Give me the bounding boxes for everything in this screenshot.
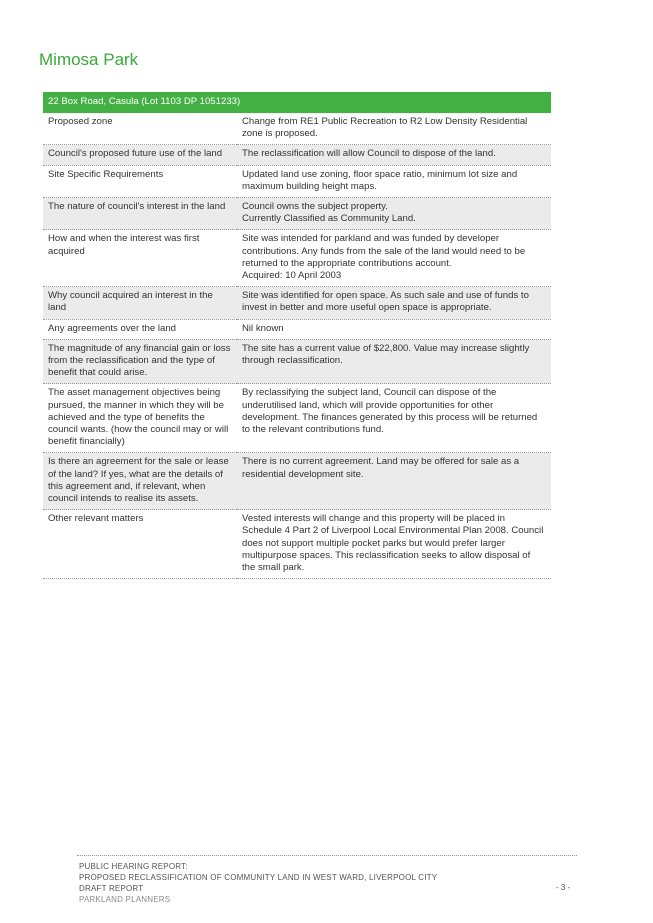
row-value bbox=[237, 230, 551, 287]
footer-line-report: PUBLIC HEARING REPORT: bbox=[79, 862, 188, 871]
table-header-row bbox=[43, 92, 551, 113]
row-label: Site Specific Requirements bbox=[43, 165, 237, 197]
row-value bbox=[237, 510, 551, 579]
row-value bbox=[237, 165, 551, 197]
row-value bbox=[237, 145, 551, 165]
page-footer bbox=[79, 861, 437, 905]
table-row bbox=[43, 287, 551, 319]
footer-line-subject: PROPOSED RECLASSIFICATION OF COMMUNITY LAND IN WEST WARD, LIVERPOOL CITY bbox=[79, 873, 438, 882]
table-row bbox=[43, 230, 551, 287]
row-value-line: Vested interests will change and this property will be placed in Schedule 4 Part 2 of Liverpool Local Environmental Plan 2008. Council does not support multiple pocket parks but would prefer larger multipurpose spaces. This reclassification seeks to allow disposal of the small park. bbox=[242, 513, 544, 574]
row-value-line: By reclassifying the subject land, Council can dispose of the underutilised land, which will provide opportunities for other development. The finances generated by this process will be returned to the relevant contributions fund. bbox=[242, 387, 538, 436]
table-row bbox=[43, 165, 551, 197]
table-row bbox=[43, 339, 551, 384]
footer-line-draft: DRAFT REPORT bbox=[79, 884, 144, 893]
row-value bbox=[237, 453, 551, 510]
table-row bbox=[43, 510, 551, 579]
table-header: 22 Box Road, Casula (Lot 1103 DP 1051233) bbox=[43, 92, 551, 113]
row-value-line: Council owns the subject property. bbox=[242, 201, 388, 213]
footer-divider bbox=[77, 855, 577, 856]
footer-line-author: PARKLAND PLANNERS bbox=[79, 895, 171, 904]
page-title: Mimosa Park bbox=[39, 50, 139, 69]
row-value bbox=[237, 319, 551, 339]
row-value-line: Site was identified for open space. As such sale and use of funds to invest in better and more useful open space is appropriate. bbox=[242, 290, 529, 314]
row-value bbox=[237, 287, 551, 319]
row-value-line: Nil known bbox=[242, 322, 284, 334]
row-value bbox=[237, 384, 551, 453]
table-row bbox=[43, 384, 551, 453]
table-row bbox=[43, 319, 551, 339]
table-row bbox=[43, 198, 551, 230]
row-value-line: Site was intended for parkland and was funded by developer contributions. Any funds from the sale of the land would need to be returned to the appropriate contributions account. bbox=[242, 233, 526, 269]
row-label: Is there an agreement for the sale or lease of the land? If yes, what are the details of this agreement and, if relevant, when council intends to realise its assets. bbox=[43, 453, 237, 510]
row-label: Any agreements over the land bbox=[43, 319, 237, 339]
table-row bbox=[43, 453, 551, 510]
row-label: Proposed zone bbox=[43, 113, 237, 145]
table-row bbox=[43, 113, 551, 145]
row-label: Council's proposed future use of the land bbox=[43, 145, 237, 165]
site-details-table bbox=[43, 92, 551, 579]
row-label: Other relevant matters bbox=[43, 510, 237, 579]
row-label: Why council acquired an interest in the land bbox=[43, 287, 237, 319]
row-label: The asset management objectives being pursued, the manner in which they will be achieved and the type of benefits the council wants. (how the council may or will benefit financially) bbox=[43, 384, 237, 453]
row-value-line: The site has a current value of $22,800. Value may increase slightly through reclassification. bbox=[242, 342, 530, 367]
row-value-line: There is no current agreement. Land may be offered for sale as a residential development site. bbox=[242, 456, 520, 480]
table-row bbox=[43, 145, 551, 165]
page-number: - 3 - bbox=[556, 883, 571, 892]
row-value bbox=[237, 198, 551, 230]
row-value-line: Acquired: 10 April 2003 bbox=[242, 270, 342, 282]
table-body bbox=[43, 113, 551, 579]
row-label: The nature of council's interest in the land bbox=[43, 198, 237, 230]
row-label: The magnitude of any financial gain or loss from the reclassification and the type of benefit that could arise. bbox=[43, 339, 237, 384]
row-value bbox=[237, 339, 551, 384]
row-value-line: Change from RE1 Public Recreation to R2 Low Density Residential zone is proposed. bbox=[242, 116, 528, 140]
row-value-line: The reclassification will allow Council to dispose of the land. bbox=[242, 148, 496, 160]
row-label: How and when the interest was first acquired bbox=[43, 230, 237, 287]
row-value-line: Currently Classified as Community Land. bbox=[242, 213, 416, 225]
row-value-line: Updated land use zoning, floor space ratio, minimum lot size and maximum building height maps. bbox=[242, 168, 518, 192]
row-value bbox=[237, 113, 551, 145]
